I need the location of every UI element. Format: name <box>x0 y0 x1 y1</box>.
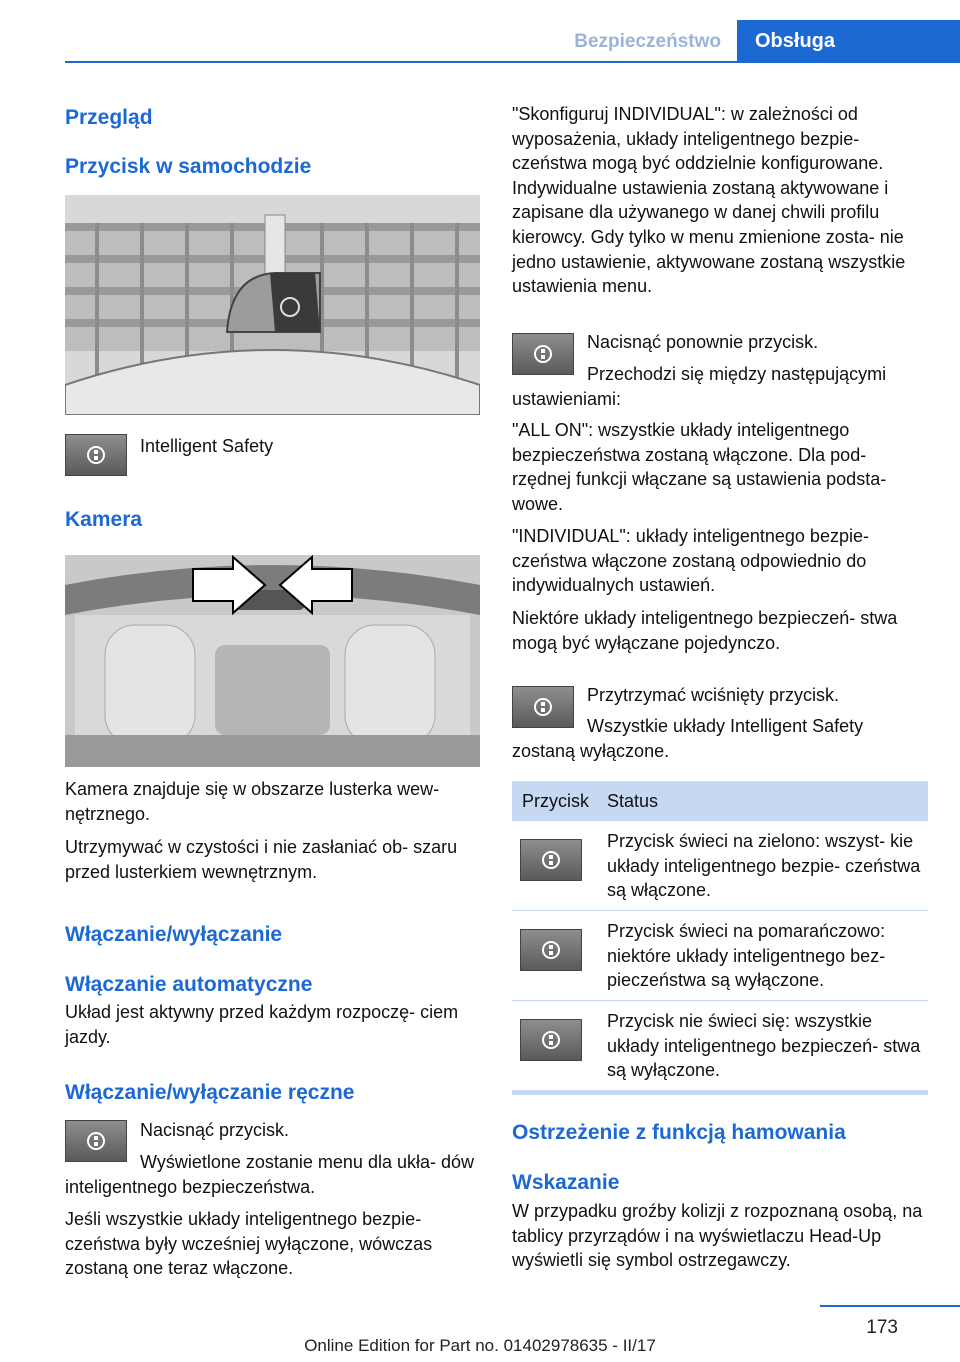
table-row <box>512 1001 928 1090</box>
hold-step-2: Wszystkie układy Intelligent Safety zostaną wyłączone. <box>512 716 864 761</box>
intelligent-safety-icon <box>65 434 127 476</box>
auto-paragraph: Układ jest aktywny przed każdym rozpoczę‐ ciem jazdy. <box>65 1002 459 1047</box>
button-caption: Intelligent Safety <box>140 436 274 456</box>
table-status-cell: Przycisk świeci na pomarańczowo: niektóre układy inteligentnego bez‐ pieczeństwa są wyłączone. <box>607 921 886 991</box>
indicator-paragraph: W przypadku groźby kolizji z rozpoznaną osobą, na tablicy przyrządów i na wyświetlaczu Head-Up wyświetli się symbol ostrzegawczy. <box>512 1201 923 1271</box>
page-number: 173 <box>866 1317 898 1338</box>
button-subheading: Przycisk w samochodzie <box>65 155 312 178</box>
auto-heading: Włączanie automatyczne <box>65 973 313 996</box>
single-paragraph: Niektóre układy inteligentnego bezpieczeń‐ stwa mogą być wyłączane pojedynczo. <box>512 608 898 653</box>
table-header <box>512 781 928 821</box>
again-step-2: Przechodzi się między następującymi ustawieniami: <box>512 364 887 409</box>
status-table <box>512 781 928 1095</box>
footer-rule <box>820 1305 960 1307</box>
brake-warning-heading: Ostrzeżenie z funkcją hamowania <box>512 1121 846 1144</box>
manual-heading: Włączanie/wyłączanie ręczne <box>65 1081 355 1104</box>
camera-photo <box>65 555 480 767</box>
again-step-1: Nacisnąć ponownie przycisk. <box>587 332 819 352</box>
manual-step-1: Nacisnąć przycisk. <box>140 1120 290 1140</box>
table-col-button: Przycisk <box>522 791 589 811</box>
header-chapter-tab: Obsługa <box>737 20 960 62</box>
overview-heading: Przegląd <box>65 106 153 129</box>
allon-paragraph: "ALL ON": wszystkie układy inteligentnego bezpieczeństwa zostaną włączone. Dla pod‐ rzędnej funkcji włączane są ustawienia podsta‐ wowe. <box>512 420 887 514</box>
table-row <box>512 821 928 911</box>
intelligent-safety-icon <box>520 839 582 881</box>
individual-paragraph: "INDIVIDUAL": układy inteligentnego bezpie‐ czeństwa włączone zostaną odpowiednio do indywidualnych ustawień. <box>512 526 869 596</box>
header-rule <box>65 61 960 63</box>
intelligent-safety-icon <box>520 1019 582 1061</box>
onoff-heading: Włączanie/wyłączanie <box>65 923 283 946</box>
manual-paragraph: Jeśli wszystkie układy inteligentnego bezpie‐ czeństwa były wcześniej wyłączone, wówczas zostaną one teraz włączone. <box>65 1209 433 1279</box>
intelligent-safety-icon <box>520 929 582 971</box>
header-section-tab: Bezpieczeństwo <box>574 31 721 52</box>
camera-paragraph-2: Utrzymywać w czystości i nie zasłaniać ob‐ szaru przed lusterkiem wewnętrznym. <box>65 837 458 882</box>
camera-heading: Kamera <box>65 508 143 531</box>
edition-line: Online Edition for Part no. 01402978635 - II/17 <box>304 1336 656 1355</box>
table-row <box>512 911 928 1001</box>
indicator-heading: Wskazanie <box>512 1171 620 1194</box>
camera-paragraph-1: Kamera znajduje się w obszarze lusterka wew‐ nętrznego. <box>65 779 440 824</box>
table-status-cell: Przycisk nie świeci się: wszystkie układy inteligentnego bezpieczeń‐ stwa są wyłączone. <box>607 1011 921 1081</box>
config-paragraph: "Skonfiguruj INDIVIDUAL": w zależności od wyposażenia, układy inteligentnego bezpie‐ czeństwa mogą być oddzielnie konfigurowane. Indywidualne ustawienia zostaną aktywowane i zapisane dla używanego w danej chwili profilu kierowcy. Gdy tylko w menu zmienione zosta‐ nie jedno ustawienie, aktywowane zostaną wszystkie ustawienia menu. <box>512 104 906 297</box>
manual-step-2: Wyświetlone zostanie menu dla ukła‐ dów inteligentnego bezpieczeństwa. <box>65 1152 475 1197</box>
hold-step-1: Przytrzymać wciśnięty przycisk. <box>587 685 840 705</box>
table-status-cell: Przycisk świeci na zielono: wszyst‐ kie układy inteligentnego bezpie‐ czeństwa są włączone. <box>607 831 921 901</box>
table-col-status: Status <box>607 791 659 811</box>
table-bottom-rule <box>512 1090 928 1095</box>
button-photo <box>65 195 480 415</box>
